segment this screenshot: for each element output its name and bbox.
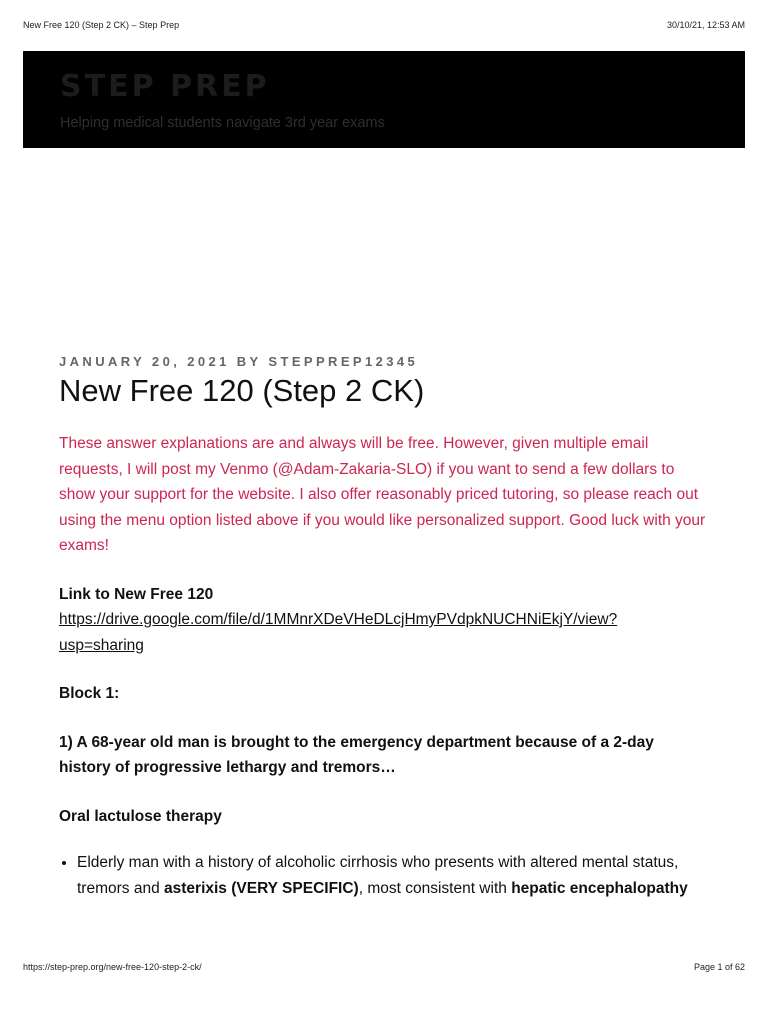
print-header xyxy=(23,20,745,30)
site-title[interactable]: STEP PREP xyxy=(60,69,270,104)
site-header xyxy=(23,51,745,148)
answer-text: Oral lactulose therapy xyxy=(59,807,222,825)
post-meta xyxy=(59,354,709,369)
print-url: https://step-prep.org/new-free-120-step-2-ck/ xyxy=(23,962,202,972)
print-page-title: New Free 120 (Step 2 CK) – Step Prep xyxy=(23,20,180,30)
post-by: BY xyxy=(236,354,262,369)
link-heading: Link to New Free 120 xyxy=(59,585,214,603)
site-tagline: Helping medical students navigate 3rd year exams xyxy=(60,115,385,131)
post-date[interactable]: JANUARY 20, 2021 xyxy=(59,354,230,369)
question-text: 1) A 68-year old man is brought to the emergency department because of a 2-day history of progressive lethargy and tremors… xyxy=(59,733,654,776)
explanation-list xyxy=(59,850,709,901)
print-page-number: Page 1 of 62 xyxy=(693,962,745,972)
drive-link[interactable]: https://drive.google.com/file/d/1MMnrXDeVHeDLcjHmyPVdpkNUCHNiEkjY/view? usp=sharing xyxy=(59,611,618,654)
support-notice: These answer explanations are and always will be free. However, given multiple email requests, I will post my Venmo (@Adam-Zakaria-SLO) if you want to send a few dollars to show your support for the website. I also offer reasonably priced tutoring, so please reach out using the menu option listed above if you would like personalized support. Good luck with your exams! xyxy=(59,435,706,554)
block-heading: Block 1: xyxy=(59,685,120,702)
print-footer xyxy=(23,962,745,972)
post-article xyxy=(59,354,709,901)
list-item: • Elderly man with a history of alcoholic cirrhosis who presents with altered mental status, tremors and asterixis (VERY SPECIFIC), most consistent with hepatic encephalopathy xyxy=(77,850,709,901)
post-title: New Free 120 (Step 2 CK) xyxy=(59,373,425,408)
print-datetime: 30/10/21, 12:53 AM xyxy=(666,20,745,30)
post-author[interactable]: STEPPREP12345 xyxy=(268,354,419,369)
link-section xyxy=(59,582,709,659)
